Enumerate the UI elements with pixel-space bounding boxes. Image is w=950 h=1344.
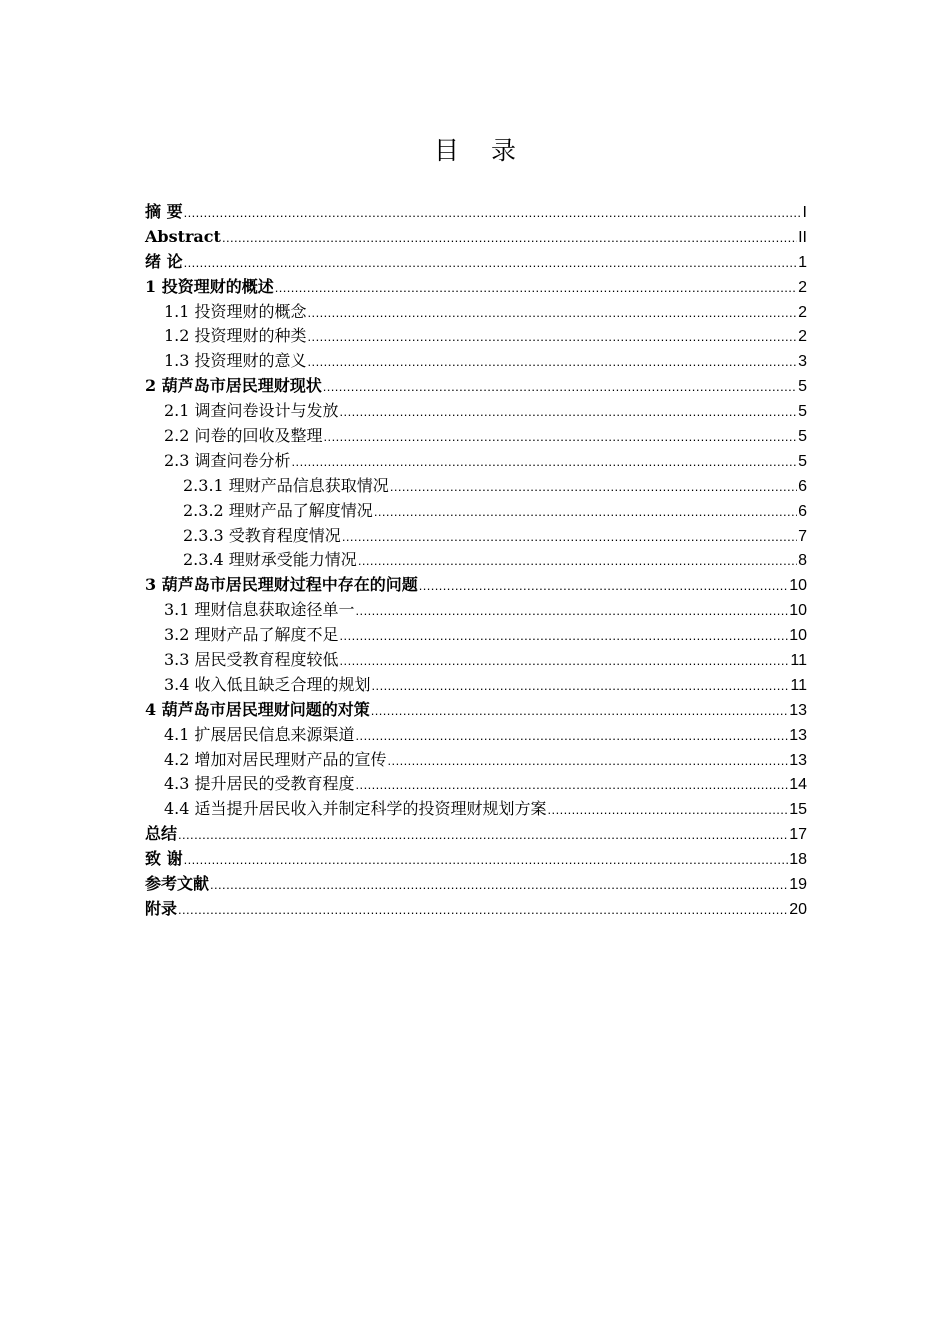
toc-entry-label: 3.2 理财产品了解度不足 — [164, 625, 339, 645]
toc-entry[interactable] — [145, 275, 807, 300]
toc-entry-label: 摘 要 — [145, 202, 183, 221]
page-title: 目 录 — [434, 136, 528, 165]
toc-entry-label: 2.2 问卷的回收及整理 — [164, 426, 323, 446]
toc-entry[interactable] — [145, 548, 807, 573]
toc-leader-dots — [184, 251, 798, 276]
toc-entry-label: 1.2 投资理财的种类 — [164, 326, 307, 346]
toc-entry-page-number: 13 — [789, 751, 807, 769]
toc-entry-label: 绪 论 — [145, 251, 183, 271]
toc-entry[interactable] — [145, 449, 807, 474]
toc-entry[interactable] — [145, 772, 807, 797]
toc-entry[interactable] — [145, 573, 807, 598]
toc-entry-label: 2 葫芦岛市居民理财现状 — [145, 376, 322, 396]
toc-leader-dots — [390, 475, 797, 500]
toc-entry-page-number: 3 — [798, 353, 807, 371]
toc-entry[interactable] — [145, 648, 807, 673]
toc-leader-dots — [308, 325, 798, 350]
toc-entry-label: 1.3 投资理财的意义 — [164, 351, 307, 371]
toc-entry[interactable] — [145, 797, 807, 822]
toc-leader-dots — [323, 375, 797, 400]
toc-entry-page-number: 5 — [798, 403, 807, 421]
toc-leader-dots — [342, 525, 797, 550]
toc-entry-page-number: 6 — [798, 502, 807, 520]
toc-leader-dots — [178, 823, 788, 848]
toc-leader-dots — [340, 400, 798, 425]
toc-leader-dots — [210, 873, 788, 898]
toc-entry-page-number: II — [798, 228, 807, 246]
toc-entry-label: 3 葫芦岛市居民理财过程中存在的问题 — [145, 575, 418, 595]
toc-entry[interactable] — [145, 524, 807, 549]
toc-entry[interactable] — [145, 598, 807, 623]
toc-entry-label: 附录 — [145, 898, 178, 918]
toc-entry-label: 3.4 收入低且缺乏合理的规划 — [164, 674, 371, 694]
toc-entry-page-number: 5 — [798, 428, 807, 446]
toc-entry-label: 2.3 调查问卷分析 — [164, 450, 291, 470]
toc-entry-page-number: 11 — [790, 652, 807, 670]
toc-entry-page-number: 6 — [798, 477, 807, 495]
toc-leader-dots — [324, 425, 798, 450]
toc-entry-label: 4 葫芦岛市居民理财问题的对策 — [145, 699, 370, 719]
toc-leader-dots — [184, 848, 789, 873]
toc-leader-dots — [372, 674, 790, 699]
toc-entry-page-number: 17 — [789, 826, 807, 844]
toc-entry[interactable] — [145, 499, 807, 524]
toc-entry-label: 4.4 适当提升居民收入并制定科学的投资理财规划方案 — [164, 799, 547, 819]
toc-leader-dots — [184, 201, 802, 226]
toc-leader-dots — [356, 724, 789, 749]
toc-entry-label: 1 投资理财的概述 — [145, 276, 274, 296]
toc-entry-page-number: 10 — [789, 577, 807, 595]
toc-entry-label: 2.1 调查问卷设计与发放 — [164, 401, 339, 421]
toc-entry-page-number: 5 — [798, 452, 807, 470]
toc-entry[interactable] — [145, 349, 807, 374]
toc-entry[interactable] — [145, 872, 807, 897]
toc-entry[interactable] — [145, 673, 807, 698]
toc-entry[interactable] — [145, 424, 807, 449]
toc-entry-label: 致 谢 — [145, 849, 183, 869]
toc-leader-dots — [371, 699, 788, 724]
toc-entry[interactable] — [145, 200, 807, 225]
toc-leader-dots — [388, 749, 789, 774]
toc-entry[interactable] — [145, 399, 807, 424]
toc-entry-label: 3.1 理财信息获取途径单一 — [164, 600, 355, 620]
toc-entry[interactable] — [145, 698, 807, 723]
toc-entry-page-number: 8 — [798, 552, 807, 570]
toc-leader-dots — [356, 599, 789, 624]
toc-entry-label: 2.3.4 理财承受能力情况 — [183, 550, 357, 570]
toc-entry-page-number: 15 — [789, 801, 807, 819]
toc-leader-dots — [358, 549, 797, 574]
toc-leader-dots — [292, 450, 798, 475]
toc-entry-page-number: 18 — [789, 851, 807, 869]
toc-leader-dots — [548, 798, 789, 823]
toc-entry-page-number: 1 — [798, 253, 807, 271]
toc-entry-page-number: I — [802, 204, 807, 221]
toc-leader-dots — [356, 773, 789, 798]
toc-entry[interactable] — [145, 250, 807, 275]
toc-entry-page-number: 13 — [789, 726, 807, 744]
toc-entry-page-number: 7 — [798, 527, 807, 545]
toc-entry-label: 4.2 增加对居民理财产品的宣传 — [164, 749, 387, 769]
toc-entry-page-number: 13 — [789, 701, 807, 719]
toc-leader-dots — [275, 276, 797, 301]
toc-entry-label: 2.3.1 理财产品信息获取情况 — [183, 475, 389, 495]
toc-entry-label: 1.1 投资理财的概念 — [164, 301, 307, 321]
toc-entry-page-number: 11 — [790, 676, 807, 694]
toc-entry-page-number: 2 — [798, 303, 807, 321]
toc-entry-page-number: 14 — [789, 776, 807, 794]
toc-entry[interactable] — [145, 300, 807, 325]
toc-leader-dots — [178, 898, 788, 923]
toc-leader-dots — [374, 500, 797, 525]
toc-leader-dots — [308, 301, 798, 326]
toc-leader-dots — [222, 226, 797, 251]
toc-entry-label: 参考文献 — [145, 874, 210, 894]
toc-entry[interactable] — [145, 822, 807, 847]
toc-entry-label: 2.3.2 理财产品了解度情况 — [183, 500, 373, 520]
toc-entry-label: 4.1 扩展居民信息来源渠道 — [164, 724, 355, 744]
toc-entry-label: 4.3 提升居民的受教育程度 — [164, 774, 355, 794]
toc-entry[interactable] — [145, 225, 807, 250]
toc-entry[interactable] — [145, 723, 807, 748]
toc-entry-page-number: 5 — [798, 378, 807, 396]
toc-entry-label: 2.3.3 受教育程度情况 — [183, 525, 341, 545]
toc-leader-dots — [308, 350, 798, 375]
toc-entry-page-number: 2 — [798, 328, 807, 346]
toc-entry[interactable] — [145, 748, 807, 773]
toc-entry-page-number: 10 — [789, 627, 807, 645]
toc-entry[interactable] — [145, 623, 807, 648]
toc-leader-dots — [340, 624, 789, 649]
toc-leader-dots — [340, 649, 790, 674]
toc-entry[interactable] — [145, 374, 807, 399]
toc-entry-page-number: 19 — [789, 876, 807, 894]
toc-entry[interactable] — [145, 474, 807, 499]
toc-entry[interactable] — [145, 324, 807, 349]
toc-entry-page-number: 2 — [798, 278, 807, 296]
toc-leader-dots — [419, 574, 788, 599]
toc-entry-page-number: 10 — [789, 602, 807, 620]
table-of-contents — [145, 200, 807, 922]
toc-entry-label: Abstract — [145, 226, 221, 246]
toc-entry-label: 3.3 居民受教育程度较低 — [164, 650, 339, 670]
toc-entry[interactable] — [145, 847, 807, 872]
toc-entry-page-number: 20 — [789, 900, 807, 918]
toc-entry[interactable] — [145, 897, 807, 922]
toc-entry-label: 总结 — [145, 824, 178, 844]
